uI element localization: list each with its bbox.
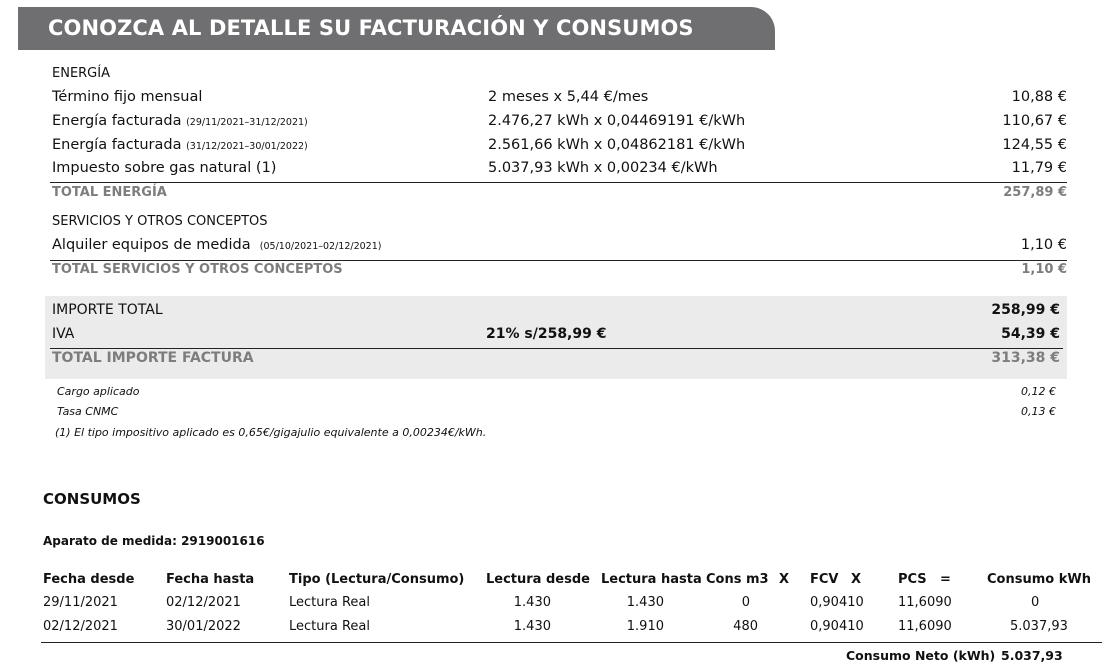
- divider: [50, 348, 1063, 349]
- energia-row-concept: Energía facturada (29/11/2021–31/12/2021): [52, 113, 308, 129]
- table-cell: 0,90410: [810, 619, 864, 634]
- table-cell: 0: [1031, 595, 1040, 610]
- period-label: (31/12/2021–30/01/2022): [186, 141, 308, 152]
- servicios-row-concept: Alquiler equipos de medida (05/10/2021–02/12/2021): [52, 237, 382, 253]
- cargo-amount: 0,12 €: [1021, 385, 1056, 398]
- energia-row-amount: 11,79 €: [1011, 160, 1067, 176]
- tasa-amount: 0,13 €: [1021, 405, 1056, 418]
- consumo-neto-value: 5.037,93: [1001, 648, 1063, 663]
- energia-row-calc: 2 meses x 5,44 €/mes: [488, 89, 649, 105]
- total-servicios-label: TOTAL SERVICIOS Y OTROS CONCEPTOS: [52, 262, 343, 277]
- divider: [41, 642, 1102, 643]
- total-servicios-amount: 1,10 €: [1021, 262, 1067, 277]
- table-cell: 30/01/2022: [166, 619, 241, 634]
- consumos-heading: CONSUMOS: [43, 490, 141, 508]
- table-cell: 5.037,93: [1010, 619, 1068, 634]
- cargo-label: Cargo aplicado: [57, 385, 140, 398]
- col-header: Lectura hasta: [601, 572, 702, 587]
- col-header: Tipo (Lectura/Consumo): [289, 572, 465, 587]
- table-cell: 0: [741, 595, 750, 610]
- energia-row-calc: 5.037,93 kWh x 0,00234 €/kWh: [488, 160, 718, 176]
- period-label: (29/11/2021–31/12/2021): [186, 117, 308, 128]
- table-cell: 11,6090: [898, 619, 952, 634]
- energia-row-concept: Impuesto sobre gas natural (1): [52, 160, 277, 176]
- col-header: X: [779, 572, 790, 587]
- divider: [50, 260, 1067, 261]
- total-energia-amount: 257,89 €: [1003, 185, 1067, 200]
- table-cell: 02/12/2021: [166, 595, 241, 610]
- iva-amount: 54,39 €: [1001, 326, 1060, 342]
- table-cell: 1.430: [626, 595, 664, 610]
- section-banner: [18, 7, 775, 50]
- period-label: (05/10/2021–02/12/2021): [259, 241, 382, 252]
- col-header: Consumo kWh: [987, 572, 1091, 587]
- energia-row-amount: 10,88 €: [1011, 89, 1067, 105]
- table-cell: Lectura Real: [289, 595, 370, 610]
- col-header: Lectura desde: [486, 572, 590, 587]
- energia-heading: ENERGÍA: [52, 66, 110, 81]
- energia-row-calc: 2.476,27 kWh x 0,04469191 €/kWh: [488, 113, 746, 129]
- aparato-medida: Aparato de medida: 2919001616: [43, 534, 265, 548]
- energia-row-concept: Término fijo mensual: [52, 89, 203, 105]
- energia-row-amount: 124,55 €: [1002, 137, 1067, 153]
- banner-title: CONOZCA AL DETALLE SU FACTURACIÓN Y CONSUMOS: [48, 16, 694, 40]
- importe-total-amount: 258,99 €: [991, 302, 1060, 318]
- energia-row-calc: 2.561,66 kWh x 0,04862181 €/kWh: [488, 137, 746, 153]
- table-cell: 29/11/2021: [43, 595, 118, 610]
- total-factura-amount: 313,38 €: [991, 350, 1060, 366]
- iva-calc: 21% s/258,99 €: [486, 326, 607, 342]
- col-header: PCS: [898, 572, 927, 587]
- table-cell: 480: [733, 619, 758, 634]
- table-cell: 1.430: [513, 619, 551, 634]
- consumo-neto-label: Consumo Neto (kWh): [846, 648, 996, 663]
- col-header: Cons m3: [706, 572, 769, 587]
- total-energia-label: TOTAL ENERGÍA: [52, 185, 167, 200]
- table-cell: Lectura Real: [289, 619, 370, 634]
- table-cell: 0,90410: [810, 595, 864, 610]
- col-header: Fecha hasta: [166, 572, 255, 587]
- col-header: FCV: [810, 572, 839, 587]
- col-header: Fecha desde: [43, 572, 135, 587]
- table-cell: 11,6090: [898, 595, 952, 610]
- tasa-label: Tasa CNMC: [57, 405, 119, 418]
- table-cell: 1.430: [513, 595, 551, 610]
- col-header: =: [940, 572, 951, 587]
- iva-label: IVA: [52, 326, 75, 342]
- servicios-row-amount: 1,10 €: [1020, 237, 1067, 253]
- divider: [50, 182, 1067, 183]
- importe-total-label: IMPORTE TOTAL: [52, 302, 163, 318]
- footnote: (1) El tipo impositivo aplicado es 0,65€/gigajulio equivalente a 0,00234€/kWh.: [55, 426, 487, 439]
- servicios-heading: SERVICIOS Y OTROS CONCEPTOS: [52, 214, 268, 229]
- total-factura-label: TOTAL IMPORTE FACTURA: [52, 350, 254, 366]
- energia-row-concept: Energía facturada (31/12/2021–30/01/2022): [52, 137, 308, 153]
- energia-row-amount: 110,67 €: [1002, 113, 1067, 129]
- table-cell: 02/12/2021: [43, 619, 118, 634]
- col-header: X: [851, 572, 862, 587]
- table-cell: 1.910: [626, 619, 664, 634]
